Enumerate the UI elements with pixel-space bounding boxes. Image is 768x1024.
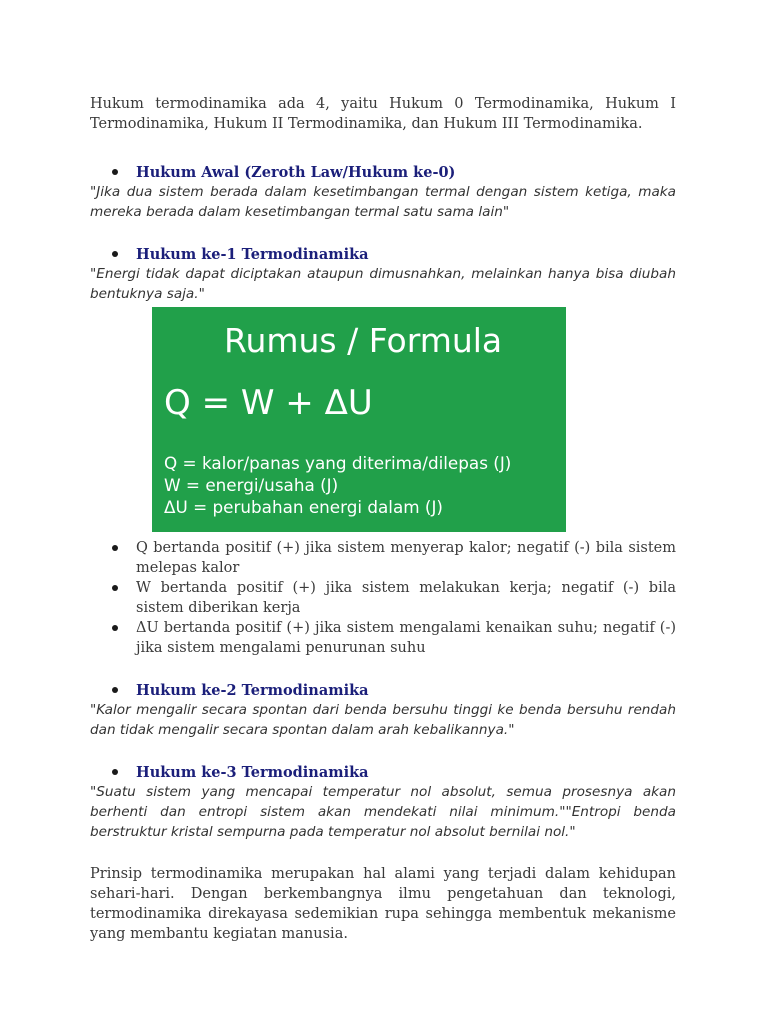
formula-definition-w: W = energi/usaha (J) [164, 475, 339, 495]
bullet-dot [112, 585, 118, 591]
law-quote: "Jika dua sistem berada dalam kesetimbangan termal dengan sistem ketiga, maka mereka berada dalam kesetimbangan termal satu sama lain" [90, 184, 676, 220]
formula-equation: Q = W + ΔU [164, 383, 373, 423]
bullet-dot [112, 769, 118, 775]
law-quote: "Energi tidak dapat diciptakan ataupun dimusnahkan, melainkan hanya bisa diubah bentuknya saja." [90, 266, 676, 302]
sign-bullet-text: Q bertanda positif (+) jika sistem menyerap kalor; negatif (-) bila sistem melepas kalor [136, 540, 676, 576]
sign-bullet-text: W bertanda positif (+) jika sistem melakukan kerja; negatif (-) bila sistem diberikan kerja [136, 580, 676, 616]
bullet-dot [112, 687, 118, 693]
formula-image [152, 307, 566, 532]
section-heading-row [112, 762, 676, 782]
section-first-law [90, 244, 676, 304]
section-heading-row [112, 244, 676, 264]
section-zeroth-law [90, 162, 676, 222]
section-heading: Hukum Awal (Zeroth Law/Hukum ke-0) [136, 163, 456, 181]
bullet-dot [112, 625, 118, 631]
section-heading: Hukum ke-1 Termodinamika [136, 245, 369, 263]
section-heading: Hukum ke-3 Termodinamika [136, 763, 369, 781]
formula-definitions [164, 452, 511, 518]
bullet-dot [112, 545, 118, 551]
bullet-dot [112, 251, 118, 257]
formula-definition-du: ΔU = perubahan energi dalam (J) [164, 497, 443, 517]
list-item [90, 618, 676, 658]
section-heading-row [112, 680, 676, 700]
list-item [90, 578, 676, 618]
formula-title: Rumus / Formula [224, 321, 503, 360]
law-quote: "Kalor mengalir secara spontan dari benda bersuhu tinggi ke benda bersuhu rendah dan tidak mengalir secara spontan dalam arah kebalikannya." [90, 702, 676, 738]
sign-bullet-text: ΔU bertanda positif (+) jika sistem mengalami kenaikan suhu; negatif (-) jika sistem mengalami penurunan suhu [136, 620, 676, 656]
section-heading-row [112, 162, 676, 182]
sign-convention-list [90, 538, 676, 658]
list-item [90, 538, 676, 578]
bullet-dot [112, 169, 118, 175]
section-heading: Hukum ke-2 Termodinamika [136, 681, 369, 699]
intro-paragraph: Hukum termodinamika ada 4, yaitu Hukum 0 Termodinamika, Hukum I Termodinamika, Hukum II Termodinamika, dan Hukum III Termodinamika. [90, 96, 676, 132]
section-second-law [90, 680, 676, 740]
formula-definition-q: Q = kalor/panas yang diterima/dilepas (J) [164, 453, 512, 473]
law-quote: "Suatu sistem yang mencapai temperatur nol absolut, semua prosesnya akan berhenti dan entropi sistem akan mendekati nilai minimum.""Entropi benda berstruktur kristal sempurna pada temperatur nol absolut bernilai nol." [90, 784, 676, 840]
closing-paragraph: Prinsip termodinamika merupakan hal alami yang terjadi dalam kehidupan sehari-hari. Dengan berkembangnya ilmu pengetahuan dan teknologi, termodinamika direkayasa sedemikian rupa sehingga membentuk mekanisme yang membantu kegiatan manusia. [90, 866, 676, 942]
section-third-law [90, 762, 676, 842]
document-page [90, 94, 676, 944]
